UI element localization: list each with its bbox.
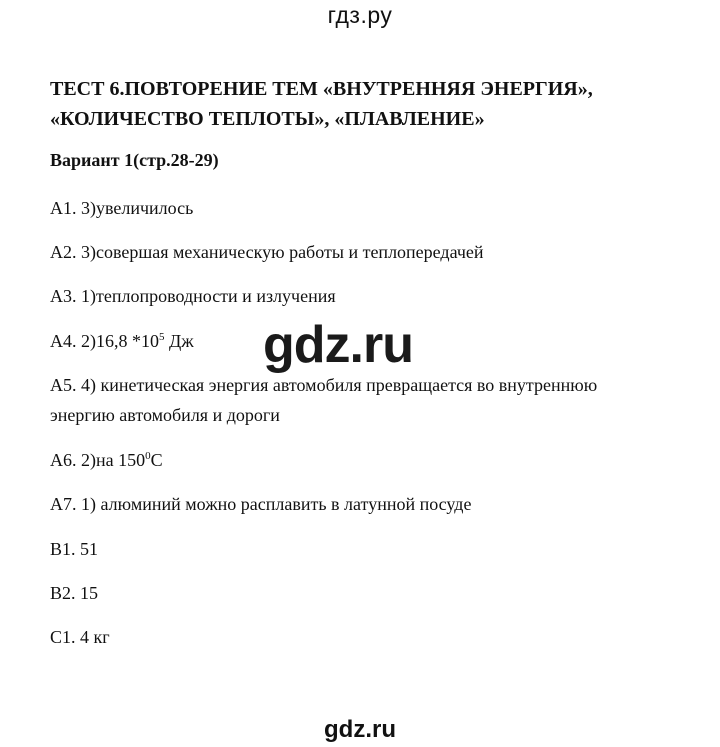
title-line-2: «КОЛИЧЕСТВО ТЕПЛОТЫ», «ПЛАВЛЕНИЕ» bbox=[50, 108, 485, 130]
answer-b2: В2. 15 bbox=[50, 583, 99, 603]
answer-a4-value: А4. 2)16,8 *10 bbox=[50, 331, 159, 351]
test-title bbox=[50, 74, 690, 134]
answer-a5-line-2: энергию автомобиля и дороги bbox=[50, 405, 280, 425]
watermark-center: gdz.ru bbox=[263, 316, 413, 374]
answer-a4-unit: Дж bbox=[164, 331, 194, 351]
answer-b1: В1. 51 bbox=[50, 539, 99, 559]
answer-a6-unit: С bbox=[150, 450, 163, 470]
site-header: гдз.ру bbox=[327, 2, 393, 28]
answer-a7: А7. 1) алюминий можно расплавить в латунной посуде bbox=[50, 494, 472, 514]
answer-a5 bbox=[50, 370, 690, 430]
variant-heading: Вариант 1(стр.28-29) bbox=[50, 150, 219, 170]
answer-a6-value: А6. 2)на 150 bbox=[50, 450, 146, 470]
answer-c1: С1. 4 кг bbox=[50, 627, 110, 647]
footer-watermark: gdz.ru bbox=[324, 716, 396, 743]
answer-a1: А1. 3)увеличилось bbox=[50, 198, 194, 218]
answer-a4-exponent: 5 bbox=[159, 331, 165, 343]
answer-a2: А2. 3)совершая механическую работы и теплопередачей bbox=[50, 242, 484, 262]
answer-a3: А3. 1)теплопроводности и излучения bbox=[50, 286, 336, 306]
answer-a5-line-1: А5. 4) кинетическая энергия автомобиля превращается во внутреннюю bbox=[50, 375, 598, 395]
title-line-1: ТЕСТ 6.ПОВТОРЕНИЕ ТЕМ «ВНУТРЕННЯЯ ЭНЕРГИЯ», bbox=[50, 78, 593, 100]
answer-a6-exponent: 0 bbox=[145, 450, 151, 462]
answer-a6 bbox=[50, 445, 690, 475]
